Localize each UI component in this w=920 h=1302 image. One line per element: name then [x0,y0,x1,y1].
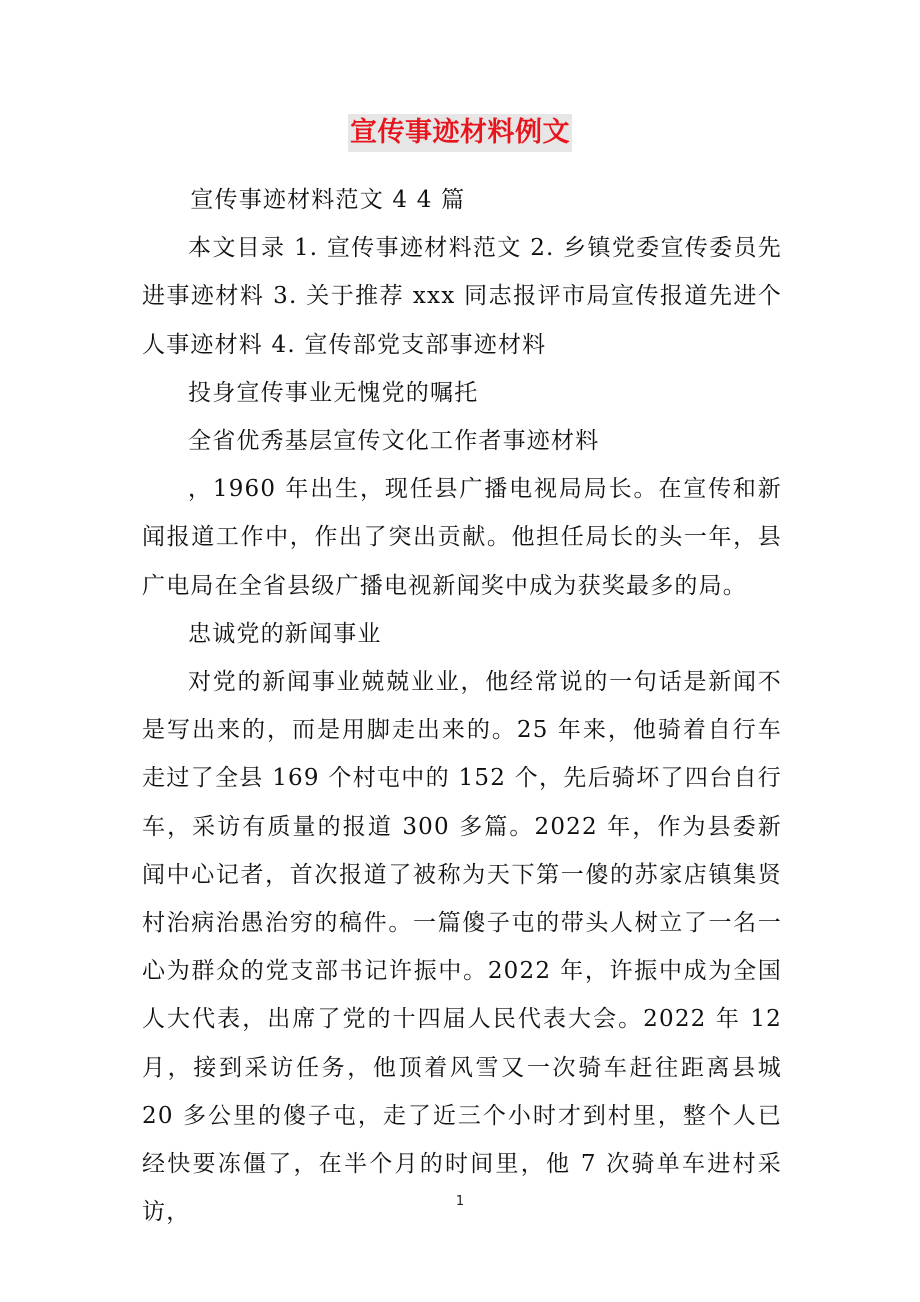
body-paragraph: 本文目录 1. 宣传事迹材料范文 2. 乡镇党委宣传委员先进事迹材料 3. 关于推荐 xxx 同志报评市局宣传报道先进个人事迹材料 4. 宣传部党支部事迹材料 [142,235,782,358]
body-paragraph: 宣传事迹材料范文 4 4 篇 [190,187,466,213]
document-title: 宣传事迹材料例文 [348,114,572,152]
body-paragraph: 忠诚党的新闻事业 [188,620,382,647]
page-number: 1 [455,1194,465,1209]
body-paragraph: ，1960 年出生，现任县广播电视局局长。在宣传和新闻报道工作中，作出了突出贡献。他担任局长的头一年，县广电局在全省县级广播电视新闻奖中成为获奖最多的局。 [142,476,782,599]
title-area [0,114,920,152]
body-paragraph: 投身宣传事业无愧党的嘱托 [188,379,479,406]
document-body [142,176,782,1236]
body-paragraph: 全省优秀基层宣传文化工作者事迹材料 [188,428,600,455]
body-paragraph: 对党的新闻事业兢兢业业，他经常说的一句话是新闻不是写出来的，而是用脚走出来的。25 年来，他骑着自行车走过了全县 169 个村屯中的 152 个，先后骑坏了四台自行车，采访有质量的报道 300 多篇。2022 年，作为县委新闻中心记者，首次报道了被称为天下第一傻的苏家店镇集贤村治病治愚治穷的稿件。一篇傻子屯的带头人树立了一名一心为群众的党支部书记许振中。2022 年，许振中成为全国人大代表，出席了党的十四届人民代表大会。2022 年 12 月，接到采访任务，他顶着风雪又一次骑车赶往距离县城 20 多公里的傻子屯，走了近三个小时才到村里，整个人已经快要冻僵了，在半个月的时间里，他 7 次骑单车进村采访， [142,669,782,1226]
